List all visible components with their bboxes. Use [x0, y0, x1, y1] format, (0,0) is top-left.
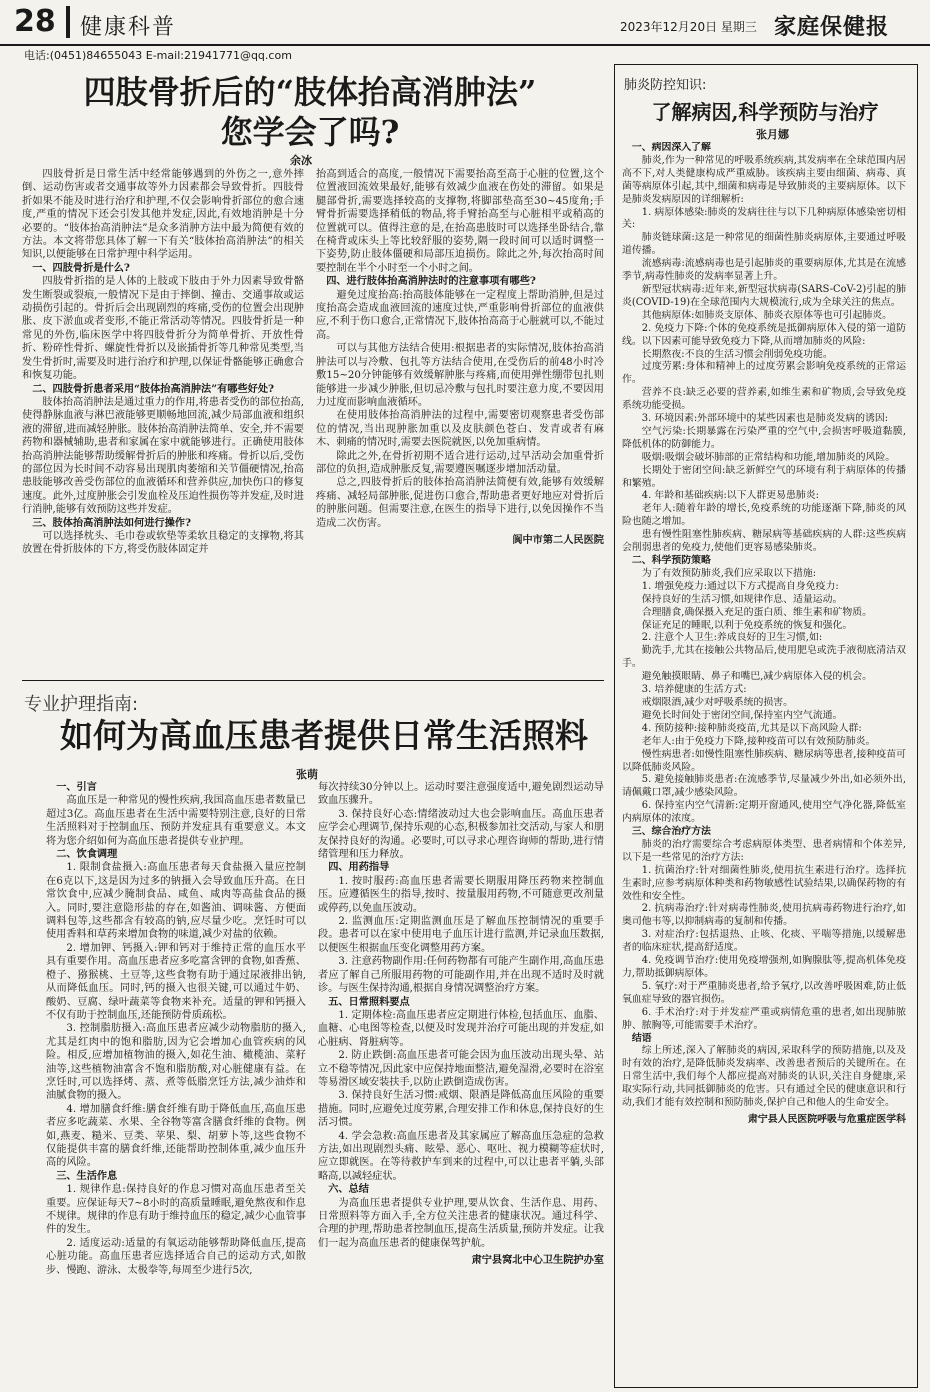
- paragraph: 避免触摸眼睛、鼻子和嘴巴,减少病原体入侵的机会。: [641, 671, 873, 683]
- paragraph: 1. 抗菌治疗:针对细菌性肺炎,使用抗生素进行治疗。选择抗生素时,应参考病原体种类和药物敏感性试验结果,以确保药物的有效性和安全性。: [622, 864, 906, 902]
- paragraph: 5. 氧疗:对于严重肺炎患者,给予氧疗,以改善呼吸困难,防止低氧血症导致的器官损伤。: [622, 980, 906, 1005]
- paragraph: 综上所述,深入了解肺炎的病因,采取科学的预防措施,以及及时有效的治疗,是降低肺炎发病率、改善患者预后的关键所在。在日常生活中,我们每个人都应提高对肺炎的认识,关注自身健康,采取实际行动,共同抵御肺炎的危害。只有通过全民的健康意识和行动,我们才能有效控制和预防肺炎,保护自己和他人的生命安全。: [622, 1045, 906, 1109]
- paragraph: 其他病原体:如肺炎支原体、肺炎衣原体等也可引起肺炎。: [641, 309, 893, 321]
- paragraph: 2. 免疫力下降:个体的免疫系统是抵御病原体入侵的第一道防线。以下因素可能导致免疫力下降,从而增加肺炎的风险:: [622, 322, 906, 347]
- paragraph: 为高血压患者提供专业护理,要从饮食、生活作息、用药、日常照料等方面入手,全方位关注患者的健康状况。通过科学、合理的护理,帮助患者控制血压,提高生活质量,预防并发症。让我们一起为高血压患者的健康保驾护航。: [318, 1197, 604, 1249]
- article2-tag: 专业护理指南:: [24, 694, 139, 715]
- contact-info: 电话:(0451)84655043 E-mail:21941771@qq.com: [24, 49, 292, 62]
- paragraph: 2. 监测血压:定期监测血压是了解血压控制情况的重要手段。患者可以在家中使用电子血压计进行监测,并记录血压数据,以便医生根据血压变化调整用药方案。: [318, 916, 604, 954]
- page-number: 28: [14, 4, 56, 39]
- article2-author: 张萌: [296, 768, 318, 781]
- paragraph: 2. 增加钾、钙摄入:钾和钙对于维持正常的血压水平具有重要作用。高血压患者应多吃富含钾的食物,如香蕉、橙子、猕猴桃、土豆等,这些食物有助于通过尿液排出钠,从而降低血压。同时,钙的摄入也很关键,可以通过牛奶、酸奶、豆腐、绿叶蔬菜等食物来补充。适量的钾和钙摄入不仅有助于控制血压,还能预防骨质疏松。: [46, 942, 306, 1021]
- paragraph: 4. 年龄和基础疾病:以下人群更易患肺炎:: [641, 490, 820, 502]
- paragraph: 流感病毒:流感病毒也是引起肺炎的重要病原体,尤其是在流感季节,病毒性肺炎的发病率显著上升。: [622, 258, 906, 283]
- paragraph: 1. 限制食盐摄入:高血压患者每天食盐摄入量应控制在6克以下,这是因为过多的钠摄入会导致血压升高。在日常饮食中,应减少腌制食品、咸鱼、咸肉等高盐食品的摄入。同时,要注意隐形盐的存在,如酱油、调味酱、方便面调料包等,这些都含有较高的钠,应尽量少吃。烹饪时可以使用香料和草药来增加食物的味道,减少对盐的依赖。: [46, 862, 306, 941]
- paragraph: 总之,四肢骨折后的肢体抬高消肿法简便有效,能够有效缓解疼痛、减轻局部肿胀,促进伤口愈合,帮助患者更好地应对骨折后的肿胀问题。但需要注意,在医生的指导下进行,以免因操作不当造成二次伤害。: [316, 477, 604, 529]
- article3-author: 张月娜: [756, 128, 789, 141]
- paragraph: 3. 保持良好心态:情绪波动过大也会影响血压。高血压患者应学会心理调节,保持乐观的心态,积极参加社交活动,与家人和朋友保持良好的沟通。必要时,可以寻求心理咨询师的帮助,进行情绪管理和压力释放。: [318, 808, 604, 861]
- newspaper-name: 家庭保健报: [774, 14, 890, 40]
- section-heading: 四、进行肢体抬高消肿法时的注意事项有哪些?: [326, 275, 536, 288]
- section-heading: 六、总结: [328, 1183, 369, 1196]
- paragraph: 每次持续30分钟以上。运动时要注意强度适中,避免剧烈运动导致血压骤升。: [318, 782, 604, 807]
- paragraph: 4. 增加膳食纤维:膳食纤维有助于降低血压,高血压患者应多吃蔬菜、水果、全谷物等富含膳食纤维的食物。例如,燕麦、糙米、豆类、苹果、梨、胡萝卜等,这些食物不仅能提供丰富的膳食纤维,还能帮助控制体重,减少血压升高的风险。: [46, 1103, 306, 1169]
- paragraph: 除此之外,在骨折初期不适合进行运动,过早活动会加重骨折部位的负担,造成肿胀反复,需要遵医嘱逐步增加活动量。: [316, 450, 604, 475]
- article1-title-line2: 您学会了吗?: [220, 113, 400, 151]
- paragraph: 3. 对症治疗:包括退热、止咳、化痰、平喘等措施,以缓解患者的临床症状,提高舒适度。: [622, 929, 906, 954]
- paragraph: 肺炎链球菌:这是一种常见的细菌性肺炎病原体,主要通过呼吸道传播。: [622, 232, 906, 257]
- paragraph: 2. 防止跌倒:高血压患者可能会因为血压波动出现头晕、站立不稳等情况,因此家中应保持地面整洁,避免湿滑,必要时在浴室等易滑区域安装扶手,以防止跌倒造成伤害。: [318, 1050, 604, 1088]
- paragraph: 为了有效预防肺炎,我们应采取以下措施:: [641, 567, 817, 579]
- section-name: 健康科普: [80, 15, 177, 40]
- article-source: 肃宁县窝北中心卫生院护办室: [471, 1254, 604, 1267]
- paragraph: 过度劳累:身体和精神上的过度劳累会影响免疫系统的正常运作。: [622, 361, 906, 386]
- paragraph: 合理膳食,确保摄入充足的蛋白质、维生素和矿物质。: [641, 606, 873, 618]
- paragraph: 保持良好的生活习惯,如规律作息、适量运动。: [641, 593, 843, 605]
- paragraph: 肺炎,作为一种常见的呼吸系统疾病,其发病率在全球范围内居高不下,对人类健康构成严重威胁。该疾病主要由细菌、病毒、真菌等病原体引起,其中,细菌和病毒是导致肺炎的主要病原体。以下是肺炎发病原因的详细解析:: [622, 154, 906, 205]
- paragraph: 可以与其他方法结合使用:根据患者的实际情况,肢体抬高消肿法可以与冷敷、包扎等方法结合使用,在受伤后的前48小时冷敷15~20分钟能够有效缓解肿胀与疼痛,而使用弹性绷带包扎则能够进一步减少肿胀,但切忌冷敷与包扎时要注意力度,不要因用力过度而影响血液循环。: [316, 343, 604, 408]
- paragraph: 5. 避免接触肺炎患者:在流感季节,尽量减少外出,如必须外出,请佩戴口罩,减少感染风险。: [622, 774, 906, 799]
- page-header: [0, 0, 930, 44]
- article1-title-line1: 四肢骨折后的“肢体抬高消肿法”: [83, 73, 537, 111]
- section-heading: 三、肢体抬高消肿法如何进行操作?: [32, 516, 191, 529]
- section-heading: 二、科学预防策略: [631, 555, 711, 566]
- paragraph: 勤洗手,尤其在接触公共物品后,使用肥皂或洗手液彻底清洁双手。: [622, 645, 906, 670]
- section-heading: 二、四肢骨折患者采用“肢体抬高消肿法”有哪些好处?: [32, 382, 274, 395]
- article1-title: [20, 72, 600, 152]
- paragraph: 2. 注意个人卫生:养成良好的卫生习惯,如:: [641, 632, 823, 644]
- article-source: 阆中市第二人民医院: [512, 533, 604, 546]
- paragraph: 在使用肢体抬高消肿法的过程中,需要密切观察患者受伤部位的情况,当出现肿胀加重以及皮肤颜色苍白、发青或者有麻木、刺痛的情况时,需要去医院就医,以免加重病情。: [316, 410, 604, 449]
- paragraph: 1. 规律作息:保持良好的作息习惯对高血压患者至关重要。应保证每天7~8小时的高质量睡眠,避免熬夜和作息不规律。规律的作息有助于维持血压的稳定,减少心血管事件的发生。: [46, 1184, 306, 1236]
- header-divider: [66, 6, 70, 38]
- article3-body: [622, 142, 906, 1380]
- section-heading: 结语: [631, 1032, 652, 1044]
- paragraph: 营养不良:缺乏必要的营养素,如维生素和矿物质,会导致免疫系统功能受损。: [622, 387, 906, 412]
- article-source: 肃宁县人民医院呼吸与危重症医学科: [747, 1113, 906, 1125]
- article2-col2: [318, 781, 604, 1386]
- paragraph: 6. 手术治疗:对于并发症严重或病情危重的患者,如出现肺脓肿、脓胸等,可能需要手术治疗。: [622, 1006, 906, 1031]
- paragraph: 6. 保持室内空气清新:定期开窗通风,使用空气净化器,降低室内病原体的浓度。: [622, 800, 906, 825]
- article2-title: 如何为高血压患者提供日常生活照料: [60, 716, 588, 755]
- paragraph: 慢性病患者:如慢性阻塞性肺疾病、糖尿病等患者,接种疫苗可以降低肺炎风险。: [622, 748, 906, 773]
- paragraph: 四肢骨折是日常生活中经常能够遇到的外伤之一,意外摔倒、运动伤害或者交通事故等外力因素都会导致骨折。四肢骨折如果不能及时进行治疗和护理,不仅会影响骨折部位的愈合速度,严重的情况下还会引发其他并发症,因此,有效地消肿是十分必要的。“肢体抬高消肿法”是众多消肿方法中最为简便有效的方法。本文将带您具体了解一下有关“肢体抬高消肿法”的相关知识,以便能够在日常护理中科学运用。: [22, 169, 304, 261]
- paragraph: 肢体抬高消肿法是通过重力的作用,将患者受伤的部位抬高,使得静脉血液与淋巴液能够更顺畅地回流,减少局部血液和组织液的滞留,进而减轻肿胀。肢体抬高消肿法简单、安全,并不需要药物和器械辅助,患者和家属在家中就能够进行。正确使用肢体抬高消肿法能够帮助缓解骨折后的肿胀和疼痛。骨折以后,受伤的部位因为长时间不动容易出现肌肉萎缩和关节僵硬情况,抬高患肢能够改善受伤部位的血液循环和营养供应,加快伤口的修复速度。此外,过度肿胀会引发血栓及压迫性损伤等并发症,及时进行消肿,能够有效预防这些并发症。: [22, 396, 304, 516]
- paragraph: 1. 病原体感染:肺炎的发病往往与以下几种病原体感染密切相关:: [622, 206, 906, 231]
- section-heading: 三、综合治疗方法: [631, 826, 711, 838]
- paragraph: 3. 注意药物副作用:任何药物都有可能产生副作用,高血压患者应了解自己所服用药物的可能副作用,并在出现不适时及时就诊。与医生保持沟通,根据自身情况调整治疗方案。: [318, 956, 604, 995]
- paragraph: 1. 按时服药:高血压患者需要长期服用降压药物来控制血压。应遵循医生的指导,按时、按量服用药物,不可随意更改剂量或停药,以免血压波动。: [318, 875, 604, 914]
- paragraph: 新型冠状病毒:近年来,新型冠状病毒(SARS-CoV-2)引起的肺炎(COVID-19)在全球范围内大规模流行,成为全球关注的焦点。: [622, 283, 906, 308]
- section-heading: 一、四肢骨折是什么?: [32, 261, 130, 274]
- paragraph: 避免过度抬高:抬高肢体能够在一定程度上帮助消肿,但是过度抬高会造成血液回流的速度过快,严重影响骨折部位的血液供应,不利于伤口愈合,正常情况下,肢体抬高高于心脏就可以,不能过高。: [316, 289, 604, 341]
- paragraph: 2. 抗病毒治疗:针对病毒性肺炎,使用抗病毒药物进行治疗,如奥司他韦等,以抑制病毒的复制和传播。: [622, 903, 906, 928]
- paragraph: 高血压是一种常见的慢性疾病,我国高血压患者数量已超过3亿。高血压患者在生活中需要特别注意,良好的日常生活照料对于控制血压、预防并发症具有重要意义。本文将为您介绍如何为高血压患者提供专业护理。: [46, 795, 306, 847]
- paragraph: 可以选择枕头、毛巾卷或软垫等柔软且稳定的支撑物,将其放置在骨折肢体的下方,将受伤肢体固定并: [22, 530, 304, 556]
- section-heading: 一、病因深入了解: [631, 142, 711, 153]
- paragraph: 4. 免疫调节治疗:使用免疫增强剂,如胸腺肽等,提高机体免疫力,帮助抵御病原体。: [622, 955, 906, 979]
- paragraph: 3. 保持良好生活习惯:戒烟、限酒是降低高血压风险的重要措施。同时,应避免过度劳累,合理安排工作和休息,保持良好的生活习惯。: [318, 1090, 604, 1129]
- paragraph: 长期处于密闭空间:缺乏新鲜空气的环境有利于病原体的传播和繁殖。: [622, 464, 906, 489]
- article2-col1: [46, 781, 306, 1386]
- paragraph: 避免长时间处于密闭空间,保持室内空气流通。: [641, 709, 843, 721]
- paragraph: 保证充足的睡眠,以利于免疫系统的恢复和强化。: [641, 619, 853, 631]
- article-divider: [22, 680, 604, 681]
- paragraph: 1. 定期体检:高血压患者应定期进行体检,包括血压、血脂、血糖、心电图等检查,以便及时发现并治疗可能出现的并发症,如心脏病、肾脏病等。: [318, 1009, 604, 1048]
- paragraph: 老年人:随着年龄的增长,免疫系统的功能逐渐下降,肺炎的风险也随之增加。: [622, 503, 906, 528]
- issue-date: 2023年12月20日 星期三: [620, 20, 757, 34]
- paragraph: 四肢骨折指的是人体的上肢或下肢由于外力因素导致骨骼发生断裂或裂痕,一般情况下是由于摔倒、撞击、交通事故或运动损伤引起的。骨折后会出现剧烈的疼痛,受伤的位置会出现肿胀、皮下淤血或者变形,不能正常活动等情况。四肢骨折是一种常见的外伤,临床医学中将四肢骨折分为简单骨折、开放性骨折、粉碎性骨折、螺旋性骨折以及嵌插骨折等几种常见类型,当发生骨折时,需要及时进行治疗和护理,以保证骨骼能够正确愈合和恢复功能。: [22, 276, 304, 382]
- section-heading: 四、用药指导: [328, 861, 390, 874]
- section-heading: 五、日常照料要点: [328, 995, 410, 1008]
- section-heading: 二、饮食调理: [56, 848, 118, 861]
- section-heading: 一、引言: [56, 781, 97, 793]
- article3-title: 了解病因,科学预防与治疗: [651, 100, 879, 124]
- section-heading: 三、生活作息: [56, 1169, 118, 1182]
- paragraph: 2. 适度运动:适量的有氧运动能够帮助降低血压,提高心脏功能。高血压患者应选择适合自己的运动方式,如散步、慢跑、游泳、太极拳等,每周至少进行5次,: [46, 1237, 306, 1276]
- paragraph: 老年人:由于免疫力下降,接种疫苗可以有效预防肺炎。: [641, 735, 876, 747]
- article3-tag: 肺炎防控知识:: [624, 78, 707, 93]
- paragraph: 3. 环境因素:外部环境中的某些因素也是肺炎发病的诱因:: [641, 413, 889, 425]
- paragraph: 患有慢性阻塞性肺疾病、糖尿病等基础疾病的人群:这些疾病会削弱患者的免疫力,使他们更容易感染肺炎。: [622, 529, 906, 554]
- paragraph: 3. 培养健康的生活方式:: [641, 684, 747, 696]
- paragraph: 3. 控制脂肪摄入:高血压患者应减少动物脂肪的摄入,尤其是红肉中的饱和脂肪,因为它会增加心血管疾病的风险。相反,应增加植物油的摄入,如花生油、橄榄油、菜籽油等,这些植物油富含不饱和脂肪酸,对心脏健康有益。在烹饪时,可以选择烤、蒸、煮等低脂烹饪方法,减少油炸和油腻食物的摄入。: [46, 1023, 306, 1102]
- paragraph: 长期熬夜:不良的生活习惯会削弱免疫功能。: [641, 348, 833, 360]
- paragraph: 空气污染:长期暴露在污染严重的空气中,会损害呼吸道黏膜,降低机体的防御能力。: [622, 425, 906, 450]
- paragraph: 1. 增强免疫力:通过以下方式提高自身免疫力:: [641, 580, 839, 592]
- paragraph: 4. 学会急救:高血压患者及其家属应了解高血压急症的急救方法,如出现剧烈头痛、眩晕、恶心、呕吐、视力模糊等症状时,应立即就医。在等待救护车到来的过程中,可以让患者平躺,头部略高,以减轻症状。: [318, 1130, 604, 1182]
- paragraph: 戒烟限酒,减少对呼吸系统的损害。: [641, 696, 794, 708]
- header-rule: [0, 44, 930, 46]
- article1-col1: [22, 168, 304, 673]
- paragraph: 肺炎的治疗需要综合考虑病原体类型、患者病情和个体差异,以下是一些常见的治疗方法:: [622, 838, 906, 863]
- paragraph: 抬高到适合的高度,一般情况下需要抬高至高于心脏的位置,这个位置液回流效果最好,能够有效减少血液在伤处的滞留。如果是腿部骨折,需要选择较高的支撑物,将脚部垫高至30~45度角;手臂骨折需要选择稍低的物品,将手臂抬高至与心脏相平或稍高的位置就可以。值得注意的是,在抬高患肢时可以选择坐卧结合,靠在椅背或床头上等比较舒服的姿势,隔一段时间可以适时调整一下姿势,防止肢体僵硬和局部压迫损伤。除此之外,每次抬高时间要控制在半个小时至一个小时之间。: [316, 169, 604, 274]
- article1-author: 余冰: [290, 154, 312, 167]
- article1-col2: [316, 168, 604, 673]
- paragraph: 4. 预防接种:接种肺炎疫苗,尤其是以下高风险人群:: [641, 722, 862, 734]
- paragraph: 吸烟:吸烟会破坏肺部的正常结构和功能,增加肺炎的风险。: [641, 451, 896, 463]
